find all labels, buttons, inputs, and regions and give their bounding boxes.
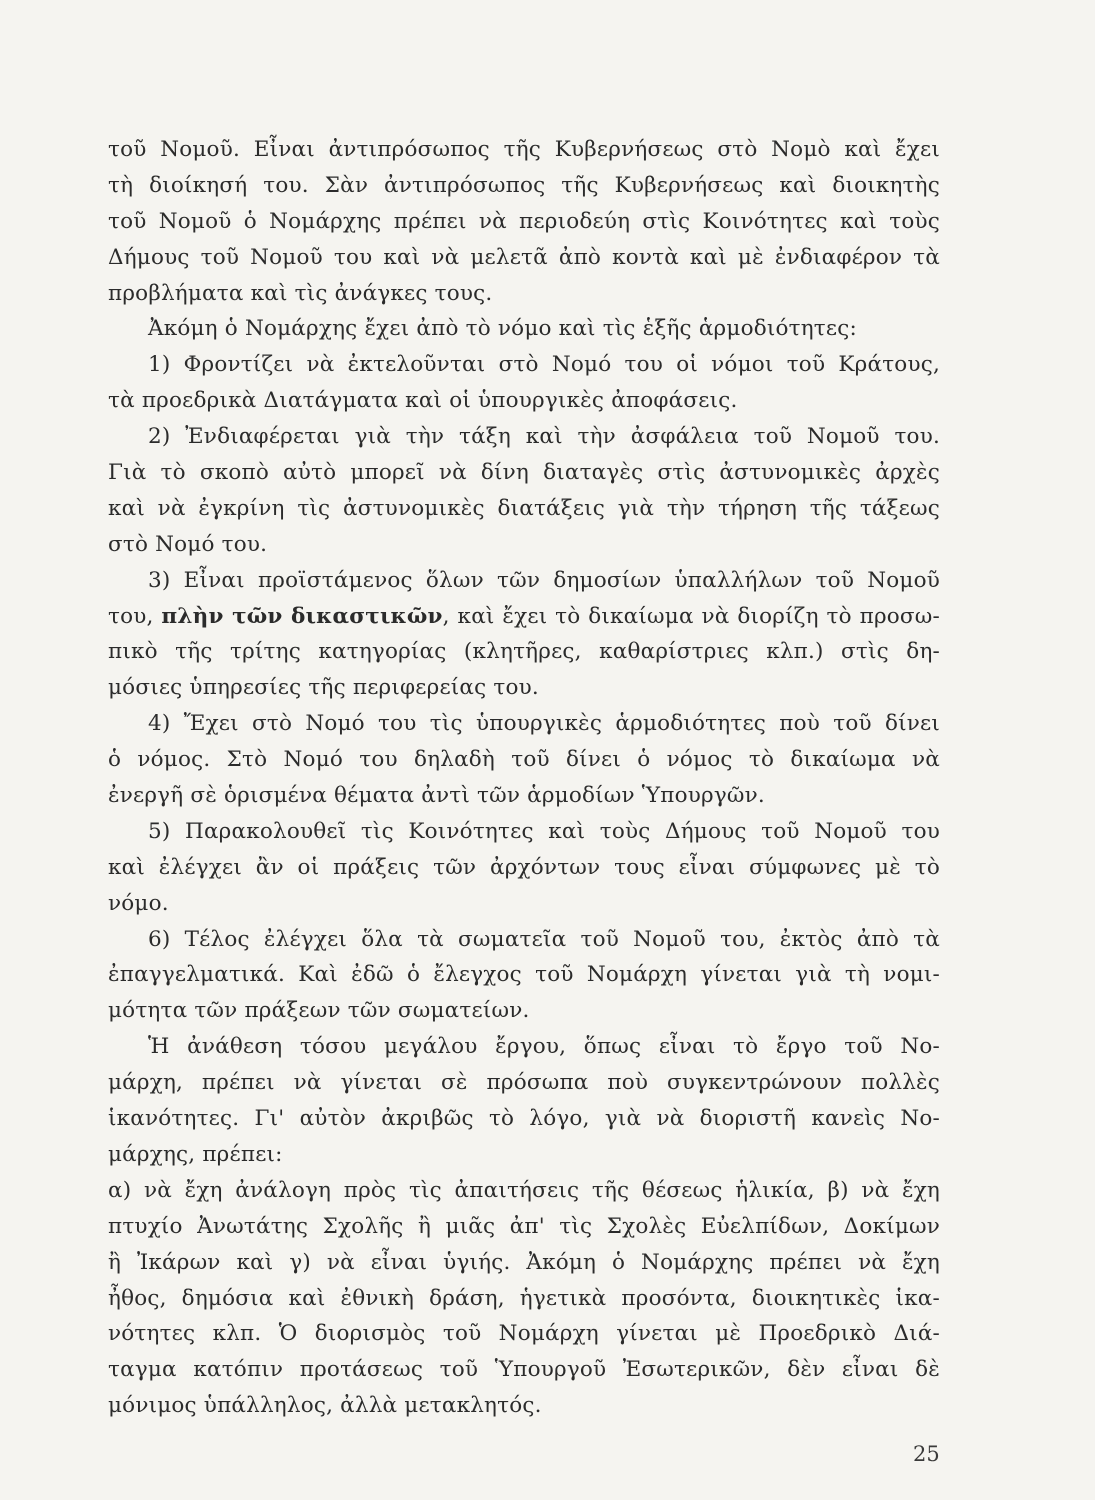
text-line: Ἡ ἀνάθεση τόσου μεγάλου ἔργου, ὅπως εἶναι τὸ ἔργο τοῦ Νο- bbox=[148, 1034, 940, 1060]
text-line: ἱκανότητες. Γι' αὐτὸν ἀκριβῶς τὸ λόγο, γιὰ νὰ διοριστῆ κανεὶς Νο- bbox=[108, 1106, 940, 1132]
text-line: 1) Φροντίζει νὰ ἐκτελοῦνται στὸ Νομό του οἱ νόμοι τοῦ Κράτους, bbox=[148, 352, 940, 378]
text-line: στὸ Νομό του. bbox=[108, 531, 268, 557]
text-segment: , καὶ ἔχει τὸ δικαίωμα νὰ διορίζη τὸ προσω- bbox=[442, 603, 941, 629]
text-segment: του, bbox=[108, 603, 162, 629]
text-line: τὰ προεδρικὰ Διατάγματα καὶ οἱ ὑπουργικὲς ἀποφάσεις. bbox=[108, 388, 738, 414]
text-line: Γιὰ τὸ σκοπὸ αὐτὸ μπορεῖ νὰ δίνη διαταγὲς στὶς ἀστυνομικὲς ἀρχὲς bbox=[108, 460, 940, 486]
text-line: μάρχη, πρέπει νὰ γίνεται σὲ πρόσωπα ποὺ συγκεντρώνουν πολλὲς bbox=[108, 1070, 940, 1096]
text-line: πικὸ τῆς τρίτης κατηγορίας (κλητῆρες, καθαρίστριες κλπ.) στὶς δη- bbox=[108, 639, 940, 665]
text-line: προβλήματα καὶ τὶς ἀνάγκες τους. bbox=[108, 280, 493, 306]
text-line: τοῦ Νομοῦ. Εἶναι ἀντιπρόσωπος τῆς Κυβερνήσεως στὸ Νομὸ καὶ ἔχει bbox=[108, 137, 940, 162]
text-line: Δήμους τοῦ Νομοῦ του καὶ νὰ μελετᾶ ἀπὸ κοντὰ καὶ μὲ ἐνδιαφέρον τὰ bbox=[108, 244, 940, 270]
text-line: ταγμα κατόπιν προτάσεως τοῦ Ὑπουργοῦ Ἐσωτερικῶν, δὲν εἶναι δὲ bbox=[108, 1357, 940, 1383]
text-line: 5) Παρακολουθεῖ τὶς Κοινότητες καὶ τοὺς Δήμους τοῦ Νομοῦ του bbox=[148, 818, 940, 844]
text-line: 2) Ἐνδιαφέρεται γιὰ τὴν τάξη καὶ τὴν ἀσφάλεια τοῦ Νομοῦ του. bbox=[148, 424, 940, 450]
text-line: α) νὰ ἔχη ἀνάλογη πρὸς τὶς ἀπαιτήσεις τῆς θέσεως ἡλικία, β) νὰ ἔχη bbox=[108, 1177, 940, 1203]
text-line: ἐπαγγελματικά. Καὶ ἐδῶ ὁ ἔλεγχος τοῦ Νομάρχη γίνεται γιὰ τὴ νομι- bbox=[108, 962, 940, 988]
text-line: καὶ νὰ ἐγκρίνη τὶς ἀστυνομικὲς διατάξεις γιὰ τὴν τήρηση τῆς τάξεως bbox=[108, 495, 940, 521]
text-line: καὶ ἐλέγχει ἂν οἱ πράξεις τῶν ἀρχόντων τους εἶναι σύμφωνες μὲ τὸ bbox=[108, 854, 940, 880]
text-line: τοῦ Νομοῦ ὁ Νομάρχης πρέπει νὰ περιοδεύη στὶς Κοινότητες καὶ τοὺς bbox=[108, 208, 940, 234]
text-line: νόμο. bbox=[108, 890, 169, 916]
text-line: τὴ διοίκησή του. Σὰν ἀντιπρόσωπος τῆς Κυβερνήσεως καὶ διοικητὴς bbox=[108, 172, 940, 198]
text-line: μόνιμος ὑπάλληλος, ἀλλὰ μετακλητός. bbox=[108, 1393, 542, 1419]
text-line: 6) Τέλος ἐλέγχει ὅλα τὰ σωματεῖα τοῦ Νομοῦ του, ἐκτὸς ἀπὸ τὰ bbox=[148, 926, 940, 952]
text-line: Ἀκόμη ὁ Νομάρχης ἔχει ἀπὸ τὸ νόμο καὶ τὶς ἑξῆς ἁρμοδιότητες: bbox=[148, 316, 857, 342]
bold-phrase: πλὴν τῶν δικαστικῶν bbox=[161, 603, 443, 629]
text-line: ἦθος, δημόσια καὶ ἐθνικὴ δράση, ἡγετικὰ προσόντα, διοικητικὲς ἱκα- bbox=[108, 1285, 940, 1311]
page-number: 25 bbox=[913, 1442, 940, 1466]
text-line: ἐνεργῆ σὲ ὁρισμένα θέματα ἀντὶ τῶν ἁρμοδίων Ὑπουργῶν. bbox=[108, 783, 765, 809]
text-line: νότητες κλπ. Ὁ διορισμὸς τοῦ Νομάρχη γίνεται μὲ Προεδρικὸ Διά- bbox=[108, 1321, 940, 1347]
text-line: 4) Ἔχει στὸ Νομό του τὶς ὑπουργικὲς ἁρμοδιότητες ποὺ τοῦ δίνει bbox=[148, 711, 940, 737]
text-line: ἢ Ἰκάρων καὶ γ) νὰ εἶναι ὑγιής. Ἀκόμη ὁ Νομάρχης πρέπει νὰ ἔχη bbox=[108, 1249, 940, 1275]
text-line: μότητα τῶν πράξεων τῶν σωματείων. bbox=[108, 998, 530, 1024]
text-line: πτυχίο Ἀνωτάτης Σχολῆς ἢ μιᾶς ἀπ' τὶς Σχολὲς Εὐελπίδων, Δοκίμων bbox=[108, 1213, 940, 1239]
text-line: μάρχης, πρέπει: bbox=[108, 1141, 283, 1167]
body-text bbox=[108, 132, 940, 1424]
text-line: 3) Εἶναι προϊστάμενος ὅλων τῶν δημοσίων ὑπαλλήλων τοῦ Νομοῦ bbox=[148, 567, 940, 593]
text-line: μόσιες ὑπηρεσίες τῆς περιφερείας του. bbox=[108, 675, 539, 701]
text-line bbox=[108, 599, 940, 635]
text-line: ὁ νόμος. Στὸ Νομό του δηλαδὴ τοῦ δίνει ὁ νόμος τὸ δικαίωμα νὰ bbox=[108, 747, 940, 773]
